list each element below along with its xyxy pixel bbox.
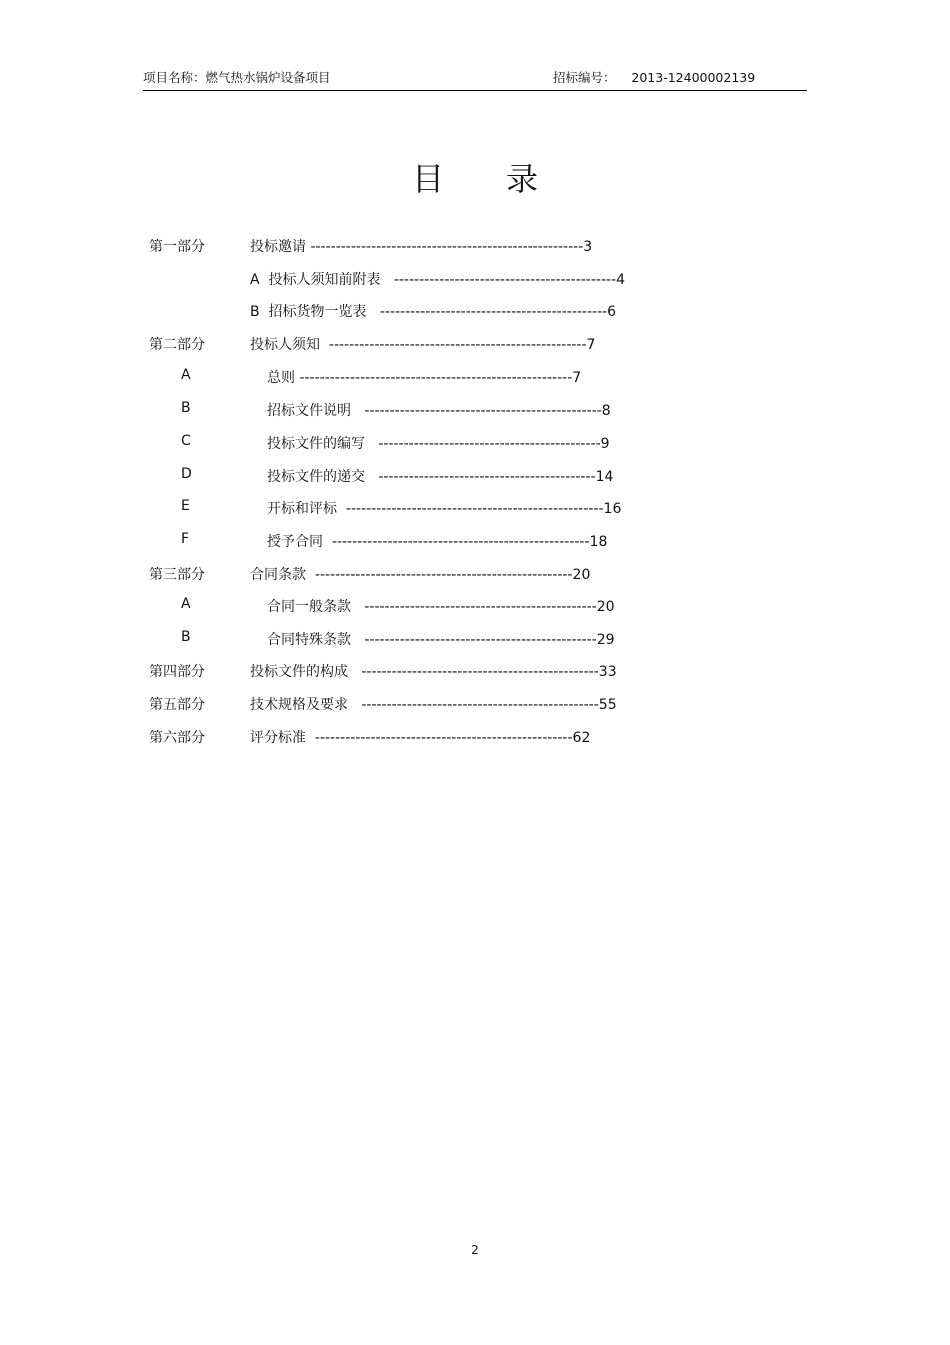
toc-part-label: 第六部分 xyxy=(149,730,205,746)
toc-section-letter: D xyxy=(181,466,192,482)
toc-section-letter: A xyxy=(181,596,191,612)
toc-section-letter: A xyxy=(181,367,191,383)
toc-entry-text: 合同特殊条款 ----------------------------------------------29 xyxy=(267,632,615,648)
toc-entry-text: 开标和评标 ---------------------------------------------------16 xyxy=(267,501,622,517)
toc-section-letter: F xyxy=(181,531,190,547)
toc-part-label: 第四部分 xyxy=(149,664,205,680)
page-number: 2 xyxy=(471,1243,479,1257)
toc-section-letter: B xyxy=(181,629,191,645)
toc-entry-text: 投标文件的编写 --------------------------------------------9 xyxy=(267,436,610,452)
toc-entry-text: 投标邀请 ------------------------------------------------------3 xyxy=(250,239,593,255)
tender-number: 招标编号： 2013-12400002139 xyxy=(553,70,756,85)
toc-entry-text: 总则 ------------------------------------------------------7 xyxy=(267,370,582,386)
toc-entry-text: 招标文件说明 -----------------------------------------------8 xyxy=(267,403,611,419)
toc-part-label: 第二部分 xyxy=(149,337,205,353)
toc-part-label: 第三部分 xyxy=(149,567,205,583)
toc-entry-text: 评分标准 ---------------------------------------------------62 xyxy=(250,730,591,746)
toc-entry-text: 投标人须知 ---------------------------------------------------7 xyxy=(250,337,596,353)
toc-entry-text: 投标文件的递交 -------------------------------------------14 xyxy=(267,469,614,485)
toc-entry-text: 技术规格及要求 -----------------------------------------------55 xyxy=(250,697,617,713)
toc-section-letter: E xyxy=(181,498,190,514)
toc-section-letter: C xyxy=(181,433,191,449)
toc-part-label: 第一部分 xyxy=(149,239,205,255)
toc-entry-text: 投标文件的构成 -----------------------------------------------33 xyxy=(250,664,617,680)
toc-part-label: 第五部分 xyxy=(149,697,205,713)
toc-entry-text: B 招标货物一览表 ---------------------------------------------6 xyxy=(250,304,617,320)
page-header xyxy=(143,66,807,91)
project-name: 项目名称：燃气热水锅炉设备项目 xyxy=(143,70,331,85)
toc-title: 目录 xyxy=(411,160,600,198)
toc-entry-text: 合同一般条款 ----------------------------------------------20 xyxy=(267,599,615,615)
toc-entry-text: A 投标人须知前附表 --------------------------------------------4 xyxy=(250,272,626,288)
toc-section-letter: B xyxy=(181,400,191,416)
toc-entry-text: 授予合同 ---------------------------------------------------18 xyxy=(267,534,608,550)
toc-entry-text: 合同条款 ---------------------------------------------------20 xyxy=(250,567,591,583)
